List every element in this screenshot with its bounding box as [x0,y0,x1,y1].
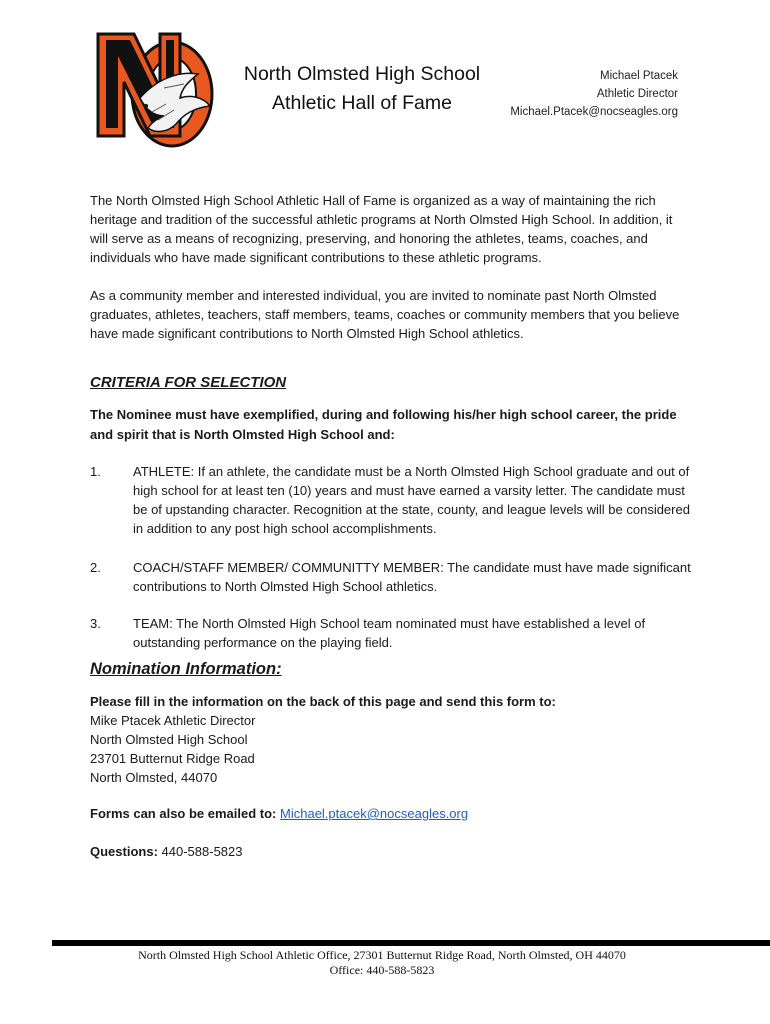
criteria-item-text: ATHLETE: If an athlete, the candidate must be a North Olmsted High School graduate and out of high school for at least ten (10) years and must have earned a varsity letter. The candidate must be of upstanding character. Recognition at the state, county, and league levels will be considered in addition to any post high school accomplishments. [133,464,690,536]
criteria-item-number: 3. [90,616,101,631]
criteria-item-number: 1. [90,464,101,479]
intro-paragraph-2: As a community member and interested individual, you are invited to nominate past North Olmsted graduates, athletes, teachers, staff members, teams, coaches or community members that you believe have made significant contributions to North Olmsted High School athletics. [90,288,680,341]
nomination-instruction: Please fill in the information on the back of this page and send this form to: [90,694,556,709]
criteria-item-text: COACH/STAFF MEMBER/ COMMUNITTY MEMBER: The candidate must have made significant contributions to North Olmsted High School athletics. [133,560,691,594]
criteria-item-text: TEAM: The North Olmsted High School team nominated must have established a level of outstanding performance on the playing field. [133,616,646,650]
footer-divider [52,940,770,946]
questions-line [90,844,243,859]
questions-label: Questions: [90,844,158,859]
nomination-heading: Nomination Information: [90,660,282,678]
footer-address: North Olmsted High School Athletic Office, 27301 Butternut Ridge Road, North Olmsted, OH 44070 [138,948,626,962]
contact-title: Athletic Director [596,88,678,100]
questions-phone: 440-588-5823 [161,844,243,859]
address-line: North Olmsted, 44070 [90,770,218,785]
email-link[interactable]: Michael.ptacek@nocseagles.org [280,806,469,821]
school-logo [94,28,216,152]
email-line [90,806,468,821]
nomination-address-block [90,692,690,787]
page-title [226,60,498,118]
email-label: Forms can also be emailed to: [90,806,277,821]
address-line: North Olmsted High School [90,732,248,747]
title-line-2: Athletic Hall of Fame [272,92,452,114]
title-line-1: North Olmsted High School [243,63,481,85]
contact-name: Michael Ptacek [600,70,678,82]
criteria-heading: CRITERIA FOR SELECTION [90,374,287,391]
contact-block [490,67,678,121]
footer [52,948,712,978]
address-line: Mike Ptacek Athletic Director [90,713,256,728]
address-line: 23701 Butternut Ridge Road [90,751,255,766]
intro-paragraph-1: The North Olmsted High School Athletic Hall of Fame is organized as a way of maintaining the rich heritage and tradition of the successful athletic programs at North Olmsted High School. In addition, it will serve as a means of recognizing, preserving, and honoring the athletes, teams, coaches, and individuals who have made significant contributions to these athletic programs. [90,193,673,265]
contact-email: Michael.Ptacek@nocseagles.org [510,106,678,118]
footer-phone: Office: 440-588-5823 [329,963,435,977]
criteria-item-number: 2. [90,560,101,575]
criteria-intro: The Nominee must have exemplified, during and following his/her high school career, the pride and spirit that is North Olmsted High School and: [90,407,677,442]
